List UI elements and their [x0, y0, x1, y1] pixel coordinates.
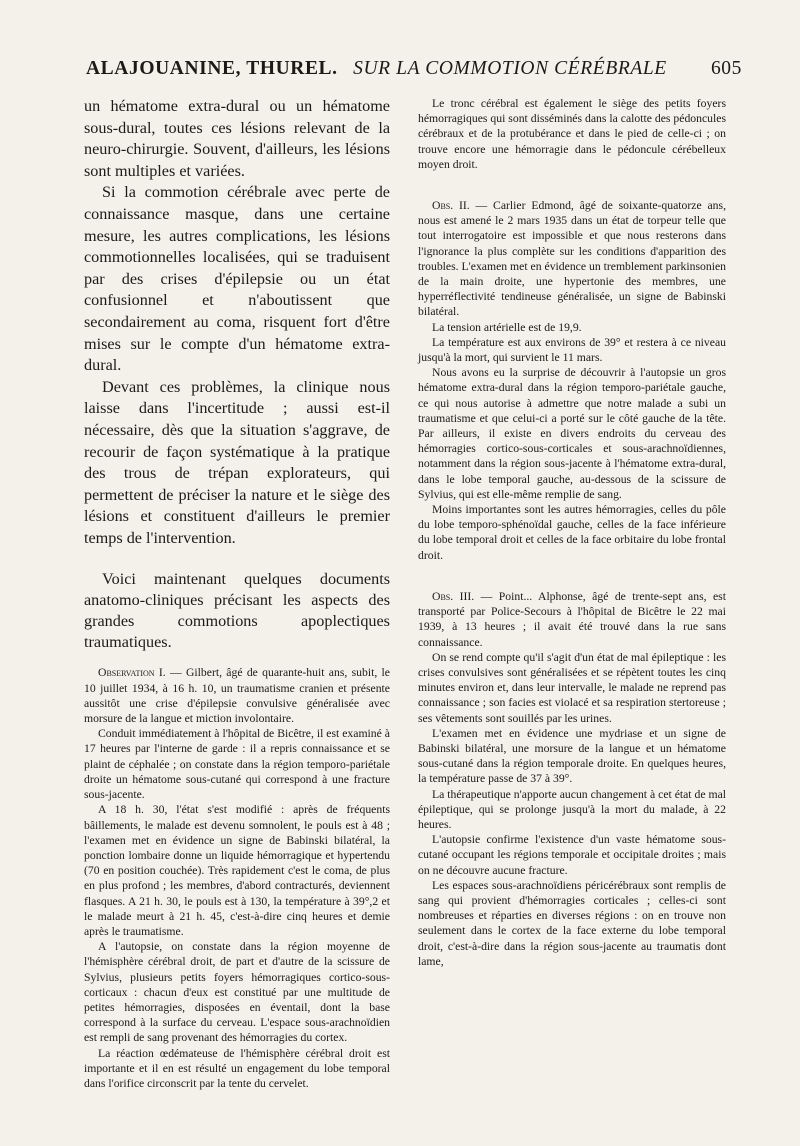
paragraph: La réaction œdémateuse de l'hémisphère cérébral droit est importante et il en est résulté un engagement du lobe temporal dans l'orifice circonscrit par la tente du cervelet.: [84, 1046, 390, 1090]
paragraph: Les espaces sous-arachnoïdiens péricérébraux sont remplis de sang qui provient d'hémorragies corticales ; celles-ci sont nombreuses et réparties en diverses régions : on en trouve non seulement dans le cortex de la face externe du lobe temporal droit, c'est-à-dire dans la région sous-jacente au traumatis dont lame,: [418, 878, 726, 968]
observation-2: [418, 198, 726, 563]
right-column: [418, 96, 726, 969]
paragraph: La température est aux environs de 39° et restera à ce niveau jusqu'à la mort, qui survient le 11 mars.: [418, 335, 726, 365]
paragraph: Conduit immédiatement à l'hôpital de Bicêtre, il est examiné à 17 heures par l'interne de garde : il a repris connaissance et se plaint de céphalée ; on constate dans la région temporo-pariétale droite un hématome sous-cutané qui correspond à une fracture sous-jacente.: [84, 727, 390, 802]
observation-3: [418, 589, 726, 969]
paragraph: Nous avons eu la surprise de découvrir à l'autopsie un gros hématome extra-dural dans la région temporo-pariétale gauche, ce qui nous autorise à admettre que notre malade a subi un traumatisme et que celui-ci a porté sur le côté gauche de la tête. Par ailleurs, il existe en divers endroits du cerveau des hémorragies cortico-sous-corticales et sous-arachnoïdiennes, notamment dans la région sous-jacente à l'hématome extra-dural, dans le lobe temporal gauche, au-dessous de la scissure de Sylvius, qui est elle-même remplie de sang.: [418, 366, 726, 501]
paragraph: La tension artérielle est de 19,9.: [432, 320, 582, 334]
paragraph: On se rend compte qu'il s'agit d'un état de mal épileptique : les crises convulsives sont généralisées et se répètent toutes les cinq minutes environ et, dans leur intervalle, le malade ne reprend pas connaissance ; son facies est violacé et sa respiration stertoreuse ; ses vêtements sont souillés par les urines.: [418, 650, 726, 725]
page-number: 605: [710, 58, 742, 79]
left-body-text: [84, 96, 390, 549]
observation-1: [84, 665, 390, 1091]
paragraph: A 18 h. 30, l'état s'est modifié : après de fréquents bâillements, le malade est devenu somnolent, le pouls est à 48 ; l'examen met en évidence un signe de Babinski bilatéral, la ponction lombaire donne un liquide hémorragique et hypertendu (70 en position couchée). Très rapidement c'est le coma, de plus en plus profond ; les membres, d'abord contracturés, deviennent flasques. A 21 h. 30, le pouls est à 130, la température à 39°,2 et le malade meurt à 21 h. 45, c'est-à-dire cinq heures et demie après le traumatisme.: [84, 803, 390, 938]
paragraph: Moins importantes sont les autres hémorragies, celles du pôle du lobe temporo-sphénoïdal gauche, celles de la face inférieure du lobe temporal droit et celles de la face orbitaire du lobe frontal droit.: [418, 503, 726, 562]
left-column: [84, 96, 390, 1091]
paragraph: La thérapeutique n'apporte aucun changement à cet état de mal épileptique, qui se prolonge jusqu'à la mort du malade, à 22 heures.: [418, 787, 726, 831]
running-header: [86, 58, 742, 88]
paragraph: Si la commotion cérébrale avec perte de connaissance masque, dans une certaine mesure, les autres complications, les lésions commotionnelles localisées, qui se traduisent par des crises d'épilepsie ou un état confusionnel et n'aboutissent que secondairement au coma, risquent fort d'être mises sur le compte d'un hématome extra-dural.: [84, 183, 390, 375]
observation-1-continued: [418, 96, 726, 172]
observation-1-opening: [84, 665, 390, 726]
header-title: SUR LA COMMOTION CÉRÉBRALE: [353, 58, 667, 79]
paragraph: Le tronc cérébral est également le siège des petits foyers hémorragiques qui sont disséminés dans la calotte des pédoncules cérébraux et de la protubérance et dans le pied de celle-ci ; on trouve encore une hémorragie dans le pédoncule cérébelleux moyen droit.: [418, 97, 726, 171]
observation-3-text: — Point... Alphonse, âgé de trente-sept ans, est transporté par Police-Secours à l'hôpital de Bicêtre le 22 mai 1939, à 13 heures ; il avait été trouvé dans la rue sans connaissance.: [418, 589, 726, 649]
observation-1-text: — Gilbert, âgé de quarante-huit ans, subit, le 10 juillet 1934, à 16 h. 10, un traumatisme cranien et présente aussitôt une crise d'épilepsie convulsive généralisée avec morsure de la langue et miction involontaire.: [84, 666, 390, 726]
observation-3-label: Obs. III.: [432, 589, 475, 603]
intro-paragraph: Voici maintenant quelques documents anatomo-cliniques précisant les aspects des grandes commotions apoplectiques traumatiques.: [84, 570, 390, 652]
observation-2-label: Obs. II.: [432, 199, 470, 213]
observation-2-opening: [418, 198, 726, 320]
paragraph: L'autopsie confirme l'existence d'un vaste hématome sous-cutané occupant les régions temporale et occipitale droites ; mais on ne découvre aucune fracture.: [418, 833, 726, 877]
intro-block: [84, 569, 390, 653]
header-authors: ALAJOUANINE, THUREL.: [86, 58, 338, 79]
observation-1-label: Observation I.: [98, 666, 166, 680]
paragraph: Devant ces problèmes, la clinique nous laisse dans l'incertitude ; aussi est-il nécessaire, dès que la situation s'aggrave, de recourir de façon systématique à la pratique des trous de trépan explorateurs, qui permettent de préciser la nature et le siège des lésions et constituent d'ailleurs le premier temps de l'intervention.: [84, 377, 390, 547]
observation-2-text: — Carlier Edmond, âgé de soixante-quatorze ans, nous est amené le 2 mars 1935 dans un état de torpeur telle que tout interrogatoire est impossible et que nous resterons dans l'ignorance la plus complète sur les conditions d'apparition des troubles. L'examen met en évidence un tremblement parkinsonien de la main droite, une hypertonie des membres, une hyperréflectivité tendineuse généralisée, un signe de Babinski bilatéral.: [418, 199, 726, 319]
paragraph: L'examen met en évidence une mydriase et un signe de Babinski bilatéral, une morsure de la langue et un hématome sous-cutané dans la région temporale droite. En quelques heures, la température passe de 37 à 39°.: [418, 726, 726, 786]
paragraph: un hématome extra-dural ou un hématome sous-dural, toutes ces lésions relevant de la neuro-chirurgie. Souvent, d'ailleurs, les lésions sont multiples et variées.: [84, 97, 390, 180]
paragraph: A l'autopsie, on constate dans la région moyenne de l'hémisphère cérébral droit, de part et d'autre de la scissure de Sylvius, plusieurs petits foyers hémorragiques cortico-sous-corticaux : chacun d'eux est constitué par une multitude de petites hémorragies, disposées en éventail, dont la base correspond à la surface du cerveau. L'espace sous-arachnoïdien est rempli de sang provenant des hémorragies du cortex.: [84, 940, 390, 1045]
observation-3-opening: [418, 589, 726, 650]
